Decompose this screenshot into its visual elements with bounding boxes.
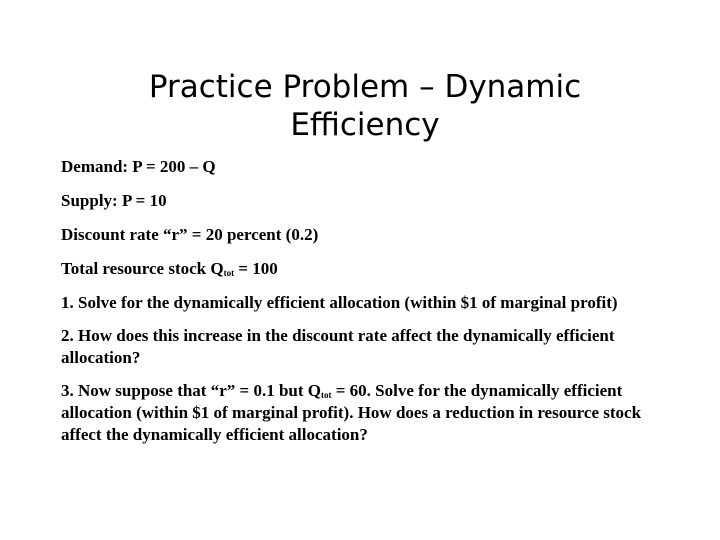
- slide-body: [61, 156, 661, 457]
- question-3-subscript: tot: [321, 390, 332, 400]
- discount-rate-line: Discount rate “r” = 20 percent (0.2): [61, 225, 319, 244]
- title-line-1: Practice Problem – Dynamic: [148, 69, 582, 105]
- supply-line: Supply: P = 10: [61, 191, 167, 210]
- demand-line: Demand: P = 200 – Q: [61, 157, 216, 176]
- resource-stock-suffix: = 100: [234, 259, 278, 278]
- resource-stock-line: [61, 258, 661, 280]
- resource-stock-subscript: tot: [223, 268, 235, 278]
- slide-title: [60, 68, 670, 144]
- resource-stock-prefix: Total resource stock Q: [61, 259, 224, 278]
- title-line-2: Efficiency: [290, 107, 440, 143]
- question-2: 2. How does this increase in the discount rate affect the dynamically efficient allocation?: [61, 326, 615, 367]
- question-3-suffix: = 60. Solve for the dynamically efficient allocation (within $1 of marginal profit). How does a reduction in resource stock affect the dynamically efficient allocation?: [61, 381, 642, 444]
- question-3-prefix: 3. Now suppose that “r” = 0.1 but Q: [61, 381, 321, 400]
- question-3: [61, 380, 661, 446]
- question-1: 1. Solve for the dynamically efficient allocation (within $1 of marginal profit): [61, 293, 618, 312]
